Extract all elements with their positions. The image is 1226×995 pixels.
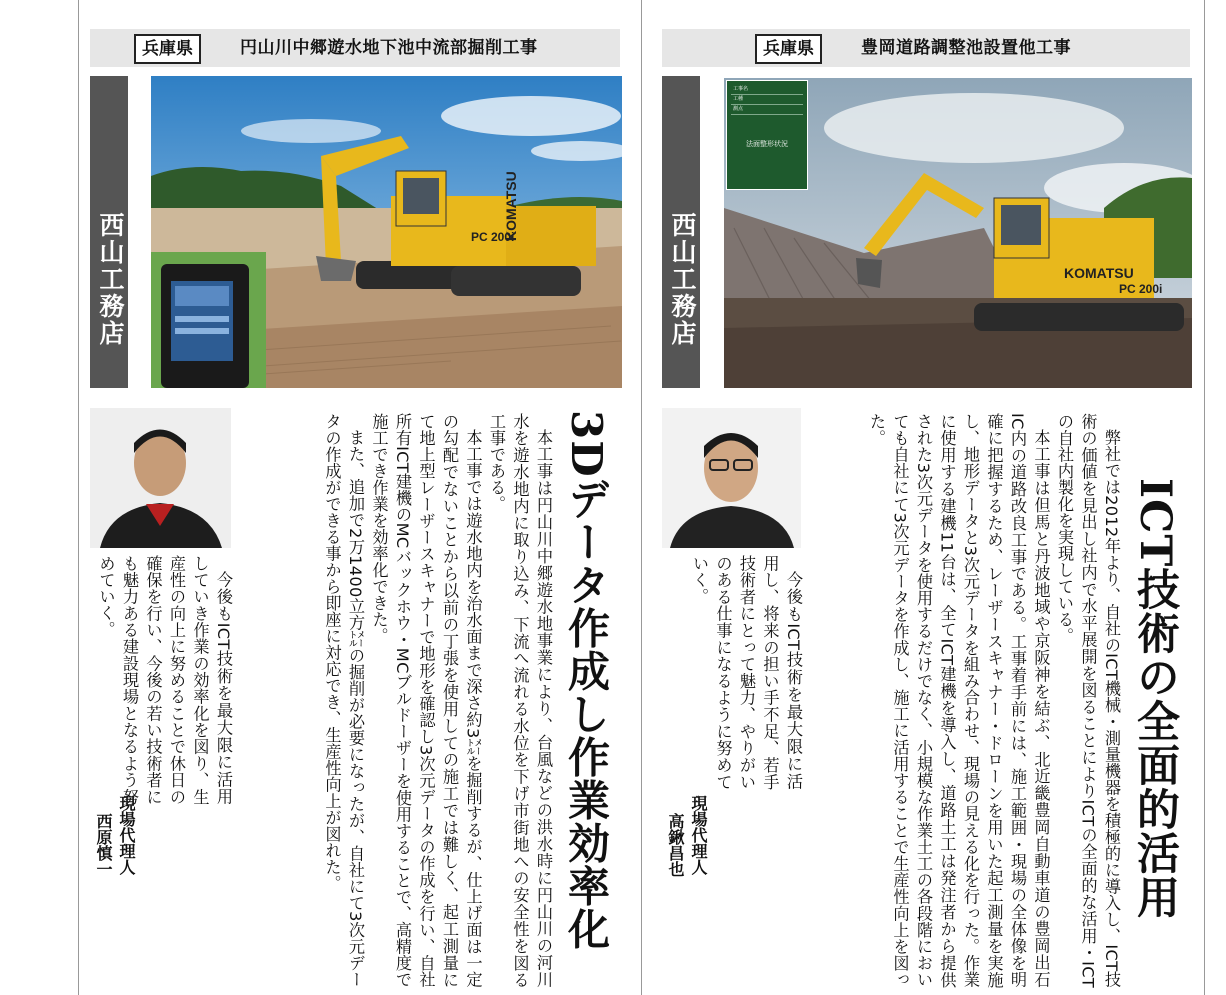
svg-text:KOMATSU: KOMATSU	[503, 171, 519, 241]
site-manager-portrait	[90, 408, 231, 548]
right-paragraph: 弊社では2012年より、自社のICT機械・測量機器を積極的に導入し、ICT技術の価値を見出し社内で水平展開を図ることによりICTの全面的な活用・ICTの自社内製化を実現している。	[1055, 413, 1121, 988]
left-article-body	[235, 413, 555, 988]
right-paragraph: 今後もICT技術を最大限に活用し、将来の担い手不足、若手技術者にとって魅力、やりがいのある仕事になるように努めていく。	[690, 555, 803, 790]
right-article-body-lower	[662, 555, 805, 790]
right-article-header	[662, 29, 1190, 67]
svg-text:PC 200i: PC 200i	[1119, 282, 1163, 296]
right-article-body	[805, 413, 1123, 988]
right-paragraph: 本工事は但馬と丹波地域や京阪神を結ぶ、北近畿豊岡自動車道の豊岡出石IC内の道路改良工事である。工事着手前には、施工範囲・現場の全体像を明確に把握するため、レーザースキャナー・ドローンを用いた起工測量を実施し、地形データと3次元データを組み合わせ、現場の見える化を行った。作業に使用する建機11台は、全てICT建機を導入し、道路土工は発注者から提供された3次元データを使用するだけでなく、小規模な作業土工の各段階においても自社にて3次元データを作成し、施工に活用することで生産性向上を図った。	[867, 413, 1051, 988]
board-row: 測点	[731, 105, 803, 115]
left-paragraph: 今後もICT技術を最大限に活用していき作業の効率化を図り、生産性の向上に努めることで休日の確保を行い、今後の若い技術者にも魅力ある建設現場となるよう努めていく。	[96, 555, 233, 805]
svg-text:KOMATSU: KOMATSU	[1064, 265, 1134, 281]
left-paragraph: 本工事では遊水地内を治水面まで深さ約3㍍を掘削するが、仕上げ面は一定の勾配でないことから以前の丁張を使用しての施工では難しく、起工測量にて地上型レーザースキャナーで地形を確認し3次元データの作成を行い、自社所有ICT建機のMCバックホウ・MCブルドーザーを使用することで、高精度で施工でき作業を効率化できた。	[369, 413, 483, 988]
board-row: 工事名	[731, 85, 803, 95]
company-name-sidebar: 西山工務店	[662, 76, 700, 388]
column-rule-left	[78, 0, 79, 995]
excavator-photo	[724, 78, 1192, 388]
signoff-role: 現場代理人	[689, 795, 708, 875]
company-name-sidebar: 西山工務店	[90, 76, 128, 388]
svg-text:PC 200i: PC 200i	[471, 230, 515, 244]
right-headline: ICT技術の全面的活用	[1130, 478, 1180, 920]
column-rule-right	[1204, 0, 1205, 995]
machine-monitor-inset	[151, 252, 266, 388]
left-article-body-lower	[90, 555, 235, 805]
left-paragraph: また、追加で2万1400立方㍍の掘削が必要になったが、自社にて3次元データの作成ができる事から即座に対応でき、生産性向上が図れた。	[322, 413, 365, 988]
excavator-photo	[151, 76, 622, 388]
left-headline: 3Dデータ作成し作業効率化	[562, 410, 611, 951]
project-title: 豊岡道路調整池設置他工事	[861, 38, 1071, 58]
prefecture-label: 兵庫県	[755, 34, 822, 64]
project-title: 円山川中郷遊水地下池中流部掘削工事	[240, 38, 538, 58]
signoff-name: 高鍬昌也	[666, 813, 685, 877]
site-manager-portrait	[662, 408, 801, 548]
prefecture-label: 兵庫県	[134, 34, 201, 64]
board-row: 工種	[731, 95, 803, 105]
right-signoff	[664, 795, 710, 985]
signoff-name: 西原慎一	[94, 813, 113, 877]
left-signoff	[92, 795, 138, 985]
board-caption: 法面整形状況	[746, 140, 788, 148]
construction-info-board	[726, 80, 808, 190]
left-paragraph: 本工事は円山川中郷遊水地事業により、台風などの洪水時に円山川の河川水を遊水地内に取り込み、下流へ流れる水位を下げ市街地への安全性を図る工事である。	[487, 413, 553, 988]
left-article-header	[90, 29, 620, 67]
column-rule-middle	[641, 0, 642, 995]
signoff-role: 現場代理人	[117, 795, 136, 875]
